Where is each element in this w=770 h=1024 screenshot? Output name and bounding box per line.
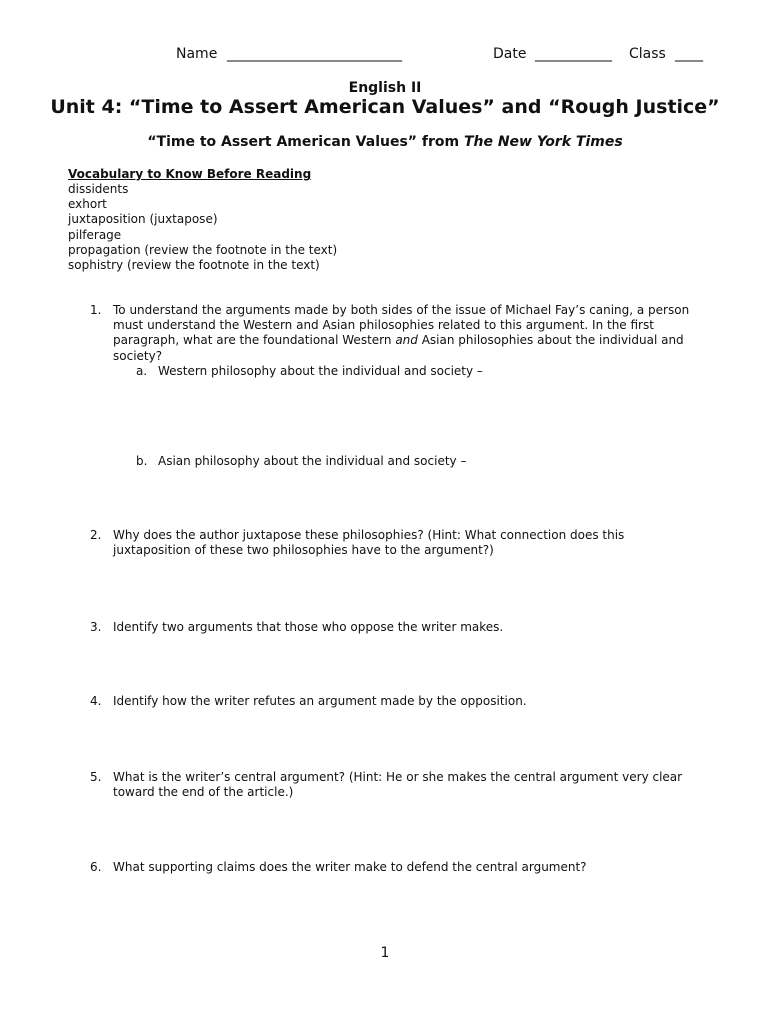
question-text: Identify two arguments that those who oppose the writer makes. [113,620,504,634]
vocab-word: juxtaposition (juxtapose) [68,212,218,227]
vocabulary-heading: Vocabulary to Know Before Reading [68,167,312,181]
vocab-word: propagation (review the footnote in the text) [68,242,338,257]
class-label: Class [629,46,666,62]
vocab-word: exhort [68,197,107,212]
question-number: 6. [90,860,102,874]
course-title: English II [348,80,422,96]
question-2 [90,528,690,558]
subtitle-prefix: “Time to Assert American Values” from [147,134,464,150]
name-blank[interactable]: _________________________ [227,46,402,62]
class-blank[interactable]: ____ [675,46,703,62]
question-5 [90,770,690,800]
question-text: To understand the arguments made by both sides of the issue of Michael Fay’s caning, a person must understand the Western and Asian philosophies related to this argument. In the first paragraph, what are the foundational Western and Asian philosophies about the individual and society? [113,303,690,363]
date-blank[interactable]: ___________ [535,46,612,62]
question-number: 2. [90,528,102,542]
question-1b [136,454,466,468]
question-6 [90,860,690,875]
vocab-word: sophistry (review the footnote in the text) [68,258,320,273]
vocab-word: dissidents [68,182,129,196]
subquestion-label: a. [136,364,148,378]
vocabulary-list [68,182,337,273]
question-text: What supporting claims does the writer make to defend the central argument? [113,860,587,874]
question-number: 1. [90,303,102,317]
question-3 [90,620,690,635]
question-text: Why does the author juxtapose these philosophies? (Hint: What connection does this juxtaposition of these two philosophies have to the argument?) [113,528,625,558]
subquestion-text: Western philosophy about the individual and society – [158,364,483,378]
question-text: Identify how the writer refutes an argument made by the opposition. [113,694,527,708]
name-label: Name [176,46,218,62]
article-subtitle [0,134,770,150]
page-number: 1 [380,945,390,961]
question-4 [90,694,690,709]
question-1 [90,303,690,364]
question-1a [136,364,483,378]
question-number: 5. [90,770,102,784]
date-label: Date [493,46,527,62]
question-text: What is the writer’s central argument? (Hint: He or she makes the central argument very clear toward the end of the article.) [113,770,683,800]
subquestion-text: Asian philosophy about the individual and society – [158,454,467,468]
subtitle-source: The New York Times [463,134,623,150]
vocab-word: pilferage [68,227,122,242]
question-number: 4. [90,694,102,708]
unit-title: Unit 4: “Time to Assert American Values” and “Rough Justice” [50,96,720,118]
subquestion-label: b. [136,454,148,468]
question-number: 3. [90,620,102,634]
